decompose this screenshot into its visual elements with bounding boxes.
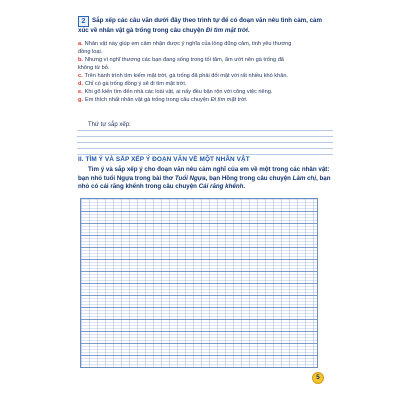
story-title-1: Tuổi Ngựa — [174, 174, 206, 182]
section-text-3: , bạn nhỏ có cái răng khểnh trong câu chuyện — [78, 174, 331, 191]
section-title: II. TÌM Ý VÀ SẮP XẾP Ý ĐOẠN VĂN VỀ MỘT NHÂN VẬT — [78, 156, 250, 163]
option-story-title: Đi tìm mặt trời — [210, 97, 246, 103]
option-text: Em thích nhất nhân vật gà trống trong câu chuyện — [84, 97, 210, 103]
grid-major-line — [81, 223, 317, 224]
option-text: Nhân vật này giúp em cảm nhận được ý nghĩa của lòng dũng cảm, tinh yêu thương — [84, 41, 292, 47]
option-letter: a. — [78, 41, 83, 47]
grid-major-line — [81, 343, 317, 344]
option-item — [78, 40, 333, 56]
option-item — [78, 72, 333, 80]
option-item — [78, 56, 333, 72]
option-text-end: . — [245, 97, 248, 103]
option-text: Khi gõ kiến tìm đến nhà các loài vật, ai nấy đều bận rộn với công việc riêng. — [84, 89, 273, 95]
story-title-3: Cái răng khểnh — [198, 183, 244, 191]
grid-major-line — [81, 235, 317, 236]
writing-grid[interactable] — [80, 198, 318, 368]
section-instructions — [78, 166, 334, 192]
option-letter: e. — [78, 89, 83, 95]
grid-major-line — [81, 307, 317, 308]
grid-major-line — [81, 295, 317, 296]
grid-major-line — [81, 211, 317, 212]
page-number-badge: 5 — [312, 372, 324, 384]
option-list — [78, 40, 333, 104]
option-item — [78, 96, 333, 104]
option-item — [78, 80, 333, 88]
option-letter: d. — [78, 81, 83, 87]
exercise-prompt-text: Sắp xếp các câu văn dưới đây theo trình tự để có đoạn văn nêu tình cảm, cảm xúc về nhân vật gà trống trong câu chuyện — [78, 17, 322, 34]
section-text-end: . — [243, 183, 246, 191]
order-label: Thứ tự sắp xếp: — [88, 122, 131, 128]
order-answer-lines[interactable] — [77, 130, 333, 150]
grid-major-line — [81, 271, 317, 272]
option-text: Chỉ có gà trống đồng ý sẽ đi tìm mặt trời. — [84, 81, 187, 87]
exercise-story-title: Đi tìm mặt trời — [205, 27, 248, 34]
grid-major-line — [81, 331, 317, 332]
option-text-continued: không từ bỏ. — [78, 65, 110, 71]
exercise-number-badge: 2 — [78, 16, 89, 27]
section-text-2: , bạn Hồng trong câu chuyện — [205, 174, 291, 182]
option-item — [78, 88, 333, 96]
grid-major-line — [81, 247, 317, 248]
exercise-prompt — [78, 16, 333, 36]
option-letter: c. — [78, 73, 83, 79]
option-text-continued: đồng loại. — [78, 49, 103, 55]
grid-major-line — [81, 319, 317, 320]
grid-major-line — [81, 283, 317, 284]
exercise-prompt-end: . — [247, 27, 250, 34]
grid-major-line — [81, 355, 317, 356]
option-text: Nhưng vì nghĩ thương các bạn đang sống trong tối tăm, ẩm ướt nên gà trống đã — [84, 57, 284, 63]
option-letter: g. — [78, 97, 83, 103]
option-text: Trên hành trình tìm kiếm mặt trời, gà trống đã phải đối mặt với rất nhiều khó khăn. — [84, 73, 288, 79]
section-text-1: Tìm ý và sắp xếp ý cho đoạn văn nêu cảm nghĩ của em về một trong các nhân vật: bạn nhỏ tuổi Ngựa trong bài thơ — [78, 166, 330, 182]
option-letter: b. — [78, 57, 83, 63]
grid-major-line — [81, 259, 317, 260]
story-title-2: Làm chị — [292, 174, 317, 182]
answer-line — [77, 148, 333, 155]
